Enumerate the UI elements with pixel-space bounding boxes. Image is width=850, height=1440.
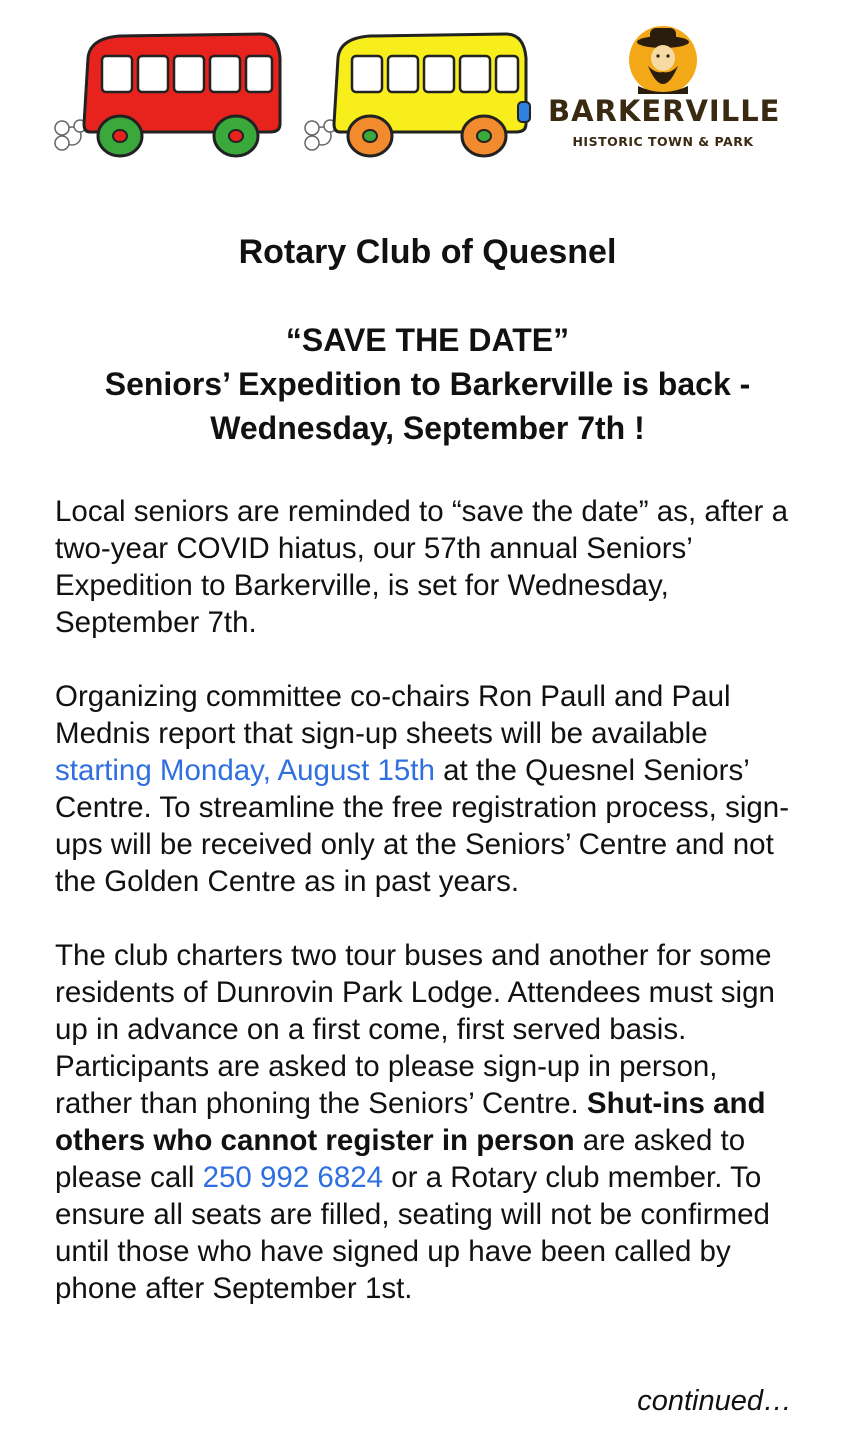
headline-line-3: Wednesday, September 7th ! (210, 410, 645, 446)
logo-title: BARKERVILLE (548, 94, 781, 128)
paragraph-charter-text-3: or a Rotary club member. To ensure all seats are filled, seating will not be confirmed until those who have signed up have been called by phone after September 1st. (55, 1161, 770, 1305)
continued-label: continued… (637, 1385, 792, 1417)
exhaust-cloud-icon (55, 120, 86, 150)
headline-line-1: “SAVE THE DATE” (285, 322, 570, 358)
bus-wheel-icon (98, 116, 142, 156)
paragraph-charter-text-2: are asked to please call (55, 1124, 746, 1194)
club-name: Rotary Club of Quesnel (238, 233, 617, 271)
red-bus-illustration (50, 28, 290, 163)
paragraph-signup-text-2: at the Quesnel Seniors’ Centre. To streamline the free registration process, sign-ups will be received only at the Seniors’ Centre and not the Golden Centre as in past years. (55, 754, 790, 898)
notice-body (55, 230, 800, 1307)
paragraph-signup (55, 678, 800, 900)
shut-ins-notice: Shut-ins and others who cannot register in person (55, 1087, 766, 1157)
phone-number-link[interactable]: 250 992 6824 (202, 1161, 384, 1194)
exhaust-cloud-icon (305, 120, 336, 150)
paragraph-charter (55, 937, 800, 1307)
barkerville-logo (548, 20, 781, 160)
bus-wheel-icon (462, 116, 506, 156)
paragraph-signup-text-1: Organizing committee co-chairs Ron Paull and Paul Mednis report that sign-up sheets will be available (55, 680, 731, 750)
header-illustrations (0, 0, 850, 170)
bus-wheel-icon (214, 116, 258, 156)
prospector-portrait-icon (620, 22, 706, 94)
yellow-bus-illustration (298, 28, 538, 163)
headline-line-2: Seniors’ Expedition to Barkerville is back - (104, 366, 751, 402)
paragraph-announcement: Local seniors are reminded to “save the date” as, after a two-year COVID hiatus, our 57th annual Seniors’ Expedition to Barkerville, is set for Wednesday, September 7th. (55, 495, 788, 639)
logo-subtitle: HISTORIC TOWN & PARK (572, 134, 754, 149)
signup-date-link[interactable]: starting Monday, August 15th (55, 754, 435, 787)
headline (55, 318, 800, 450)
paragraph-charter-text-1: The club charters two tour buses and another for some residents of Dunrovin Park Lodge. Attendees must sign up in advance on a first come, first served basis. Participants are asked to please sign-up in person, rather than phoning the Seniors’ Centre. (55, 939, 775, 1120)
bus-wheel-icon (348, 116, 392, 156)
